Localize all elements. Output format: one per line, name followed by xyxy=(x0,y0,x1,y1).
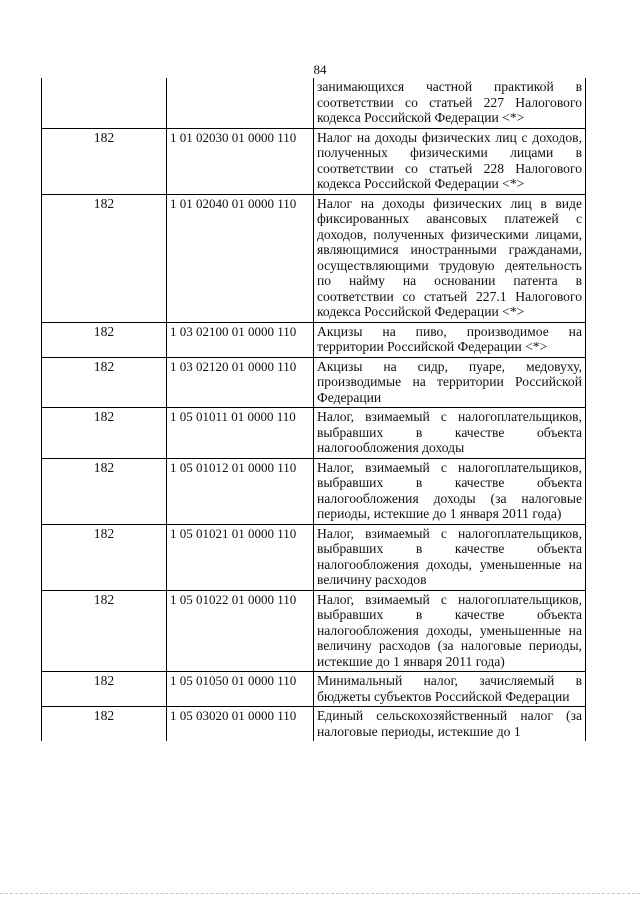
revenue-name-cell: Акцизы на пиво, производимое на территории Российской Федерации <*> xyxy=(314,322,586,357)
table-row xyxy=(42,357,586,408)
table-row xyxy=(42,707,586,742)
table-row xyxy=(42,408,586,459)
budget-code-cell xyxy=(167,78,314,128)
admin-code-cell: 182 xyxy=(42,590,167,672)
page-number: 84 xyxy=(313,62,327,77)
table-row xyxy=(42,672,586,707)
budget-code-cell: 1 05 01012 01 0000 110 xyxy=(167,458,314,524)
table-row xyxy=(42,128,586,194)
budget-code-cell: 1 01 02030 01 0000 110 xyxy=(167,128,314,194)
table-row xyxy=(42,458,586,524)
admin-code-cell: 182 xyxy=(42,672,167,707)
revenue-name-cell: Налог, взимаемый с налогоплательщиков, выбравших в качестве объекта налогообложения доходы, уменьшенные на величину расходов (за налоговые периоды, истекшие до 1 января 2011 года) xyxy=(314,590,586,672)
revenue-name-cell: Минимальный налог, зачисляемый в бюджеты субъектов Российской Федерации xyxy=(314,672,586,707)
budget-code-table xyxy=(41,78,586,741)
budget-code-cell: 1 01 02040 01 0000 110 xyxy=(167,194,314,322)
admin-code-cell: 182 xyxy=(42,408,167,459)
admin-code-cell: 182 xyxy=(42,128,167,194)
admin-code-cell: 182 xyxy=(42,322,167,357)
admin-code-cell xyxy=(42,78,167,128)
budget-code-cell: 1 05 03020 01 0000 110 xyxy=(167,707,314,742)
table-row xyxy=(42,78,586,128)
revenue-name-cell: Акцизы на сидр, пуаре, медовуху, производимые на территории Российской Федерации xyxy=(314,357,586,408)
budget-code-cell: 1 05 01050 01 0000 110 xyxy=(167,672,314,707)
budget-code-cell: 1 05 01022 01 0000 110 xyxy=(167,590,314,672)
admin-code-cell: 182 xyxy=(42,194,167,322)
revenue-name-cell: Единый сельскохозяйственный налог (за налоговые периоды, истекшие до 1 xyxy=(314,707,586,742)
scan-edge-artifact xyxy=(0,893,640,898)
budget-code-cell: 1 03 02120 01 0000 110 xyxy=(167,357,314,408)
revenue-name-cell: Налог, взимаемый с налогоплательщиков, выбравших в качестве объекта налогообложения доходы xyxy=(314,408,586,459)
admin-code-cell: 182 xyxy=(42,357,167,408)
admin-code-cell: 182 xyxy=(42,458,167,524)
budget-code-cell: 1 03 02100 01 0000 110 xyxy=(167,322,314,357)
table-row xyxy=(42,590,586,672)
budget-code-cell: 1 05 01021 01 0000 110 xyxy=(167,524,314,590)
revenue-name-cell: Налог, взимаемый с налогоплательщиков, выбравших в качестве объекта налогообложения доходы, уменьшенные на величину расходов xyxy=(314,524,586,590)
revenue-name-cell: занимающихся частной практикой в соответствии со статьей 227 Налогового кодекса Российской Федерации <*> xyxy=(314,78,586,128)
budget-code-cell: 1 05 01011 01 0000 110 xyxy=(167,408,314,459)
admin-code-cell: 182 xyxy=(42,707,167,742)
admin-code-cell: 182 xyxy=(42,524,167,590)
table-row xyxy=(42,524,586,590)
table-row xyxy=(42,322,586,357)
revenue-name-cell: Налог на доходы физических лиц в виде фиксированных авансовых платежей с доходов, полученных физическими лицами, являющимися иностранными гражданами, осуществляющими трудовую деятельность по найму на основании патента в соответствии со статьей 227.1 Налогового кодекса Российской Федерации <*> xyxy=(314,194,586,322)
revenue-name-cell: Налог, взимаемый с налогоплательщиков, выбравших в качестве объекта налогообложения доходы (за налоговые периоды, истекшие до 1 января 2011 года) xyxy=(314,458,586,524)
table-row xyxy=(42,194,586,322)
revenue-name-cell: Налог на доходы физических лиц с доходов, полученных физическими лицами в соответствии со статьей 228 Налогового кодекса Российской Федерации <*> xyxy=(314,128,586,194)
